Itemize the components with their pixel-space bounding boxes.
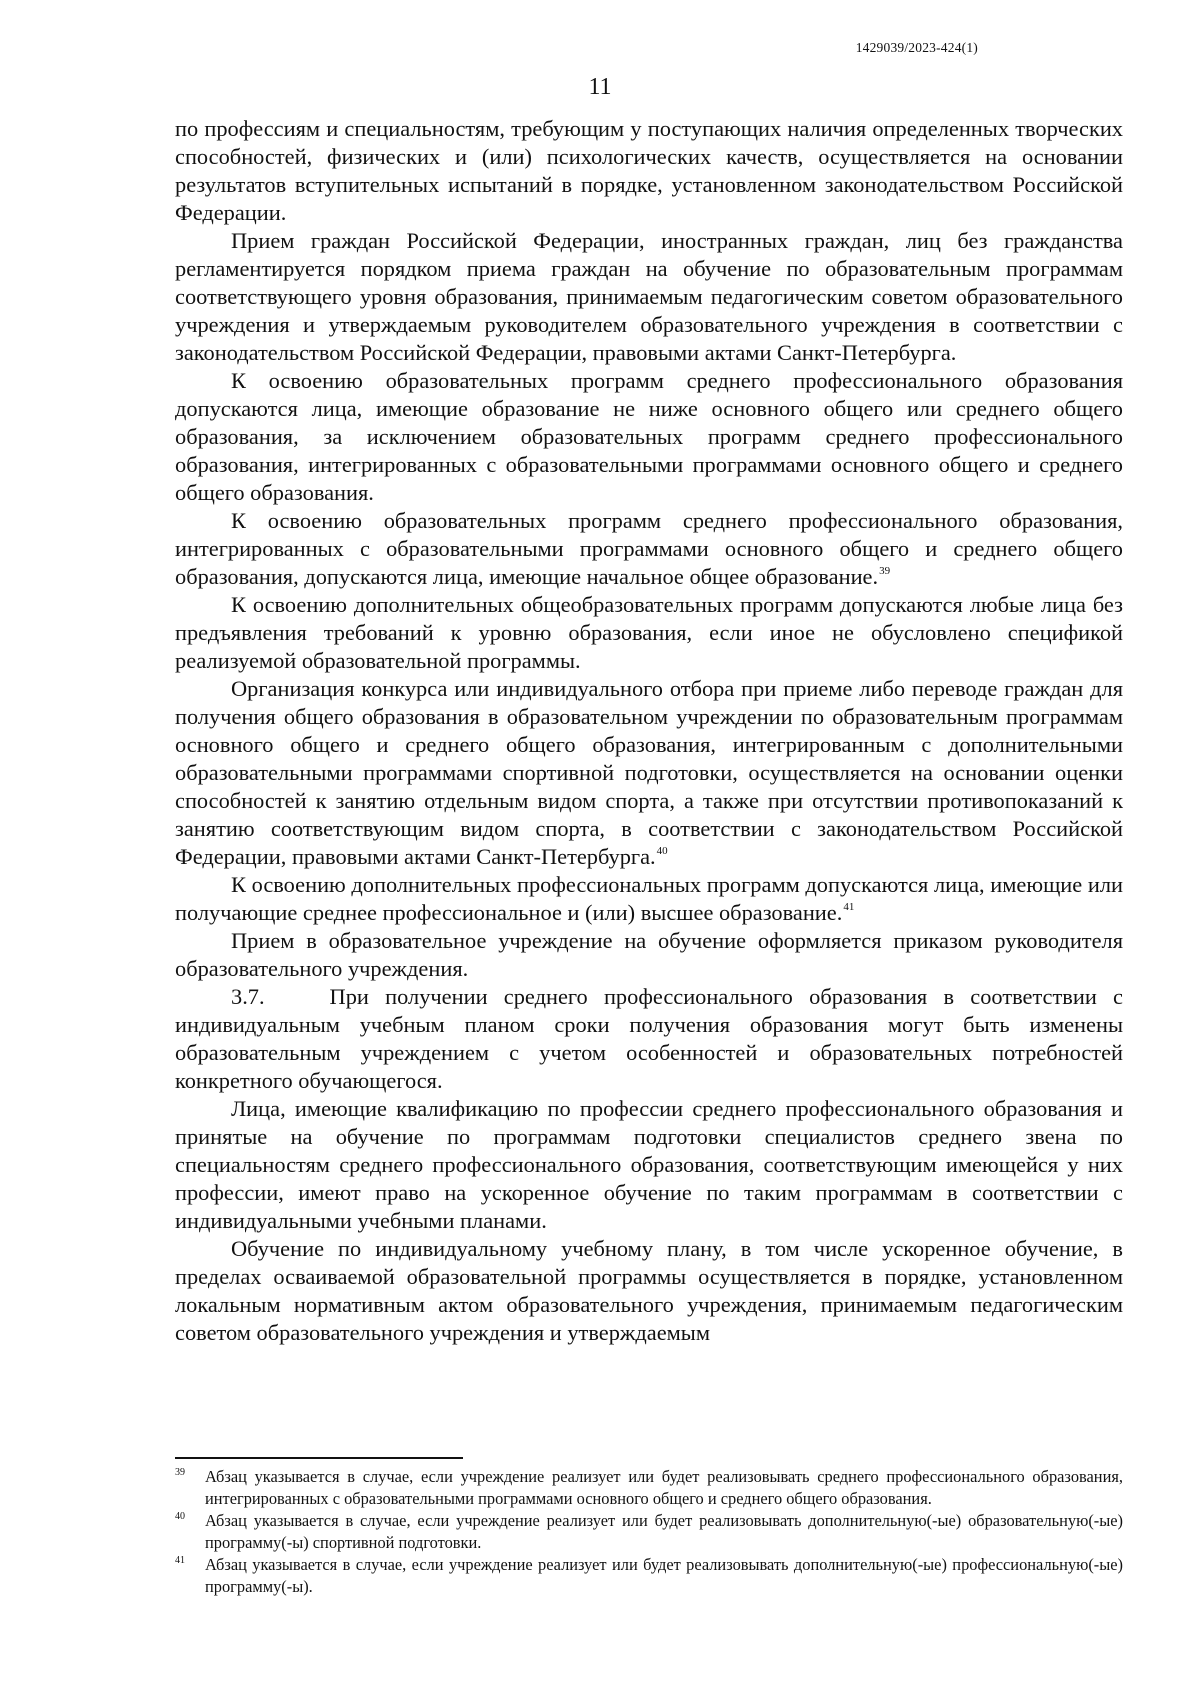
- footnote-ref[interactable]: 40: [656, 845, 668, 857]
- paragraph: Обучение по индивидуальному учебному плану, в том числе ускоренное обучение, в пределах осваиваемой образовательной программы осуществляется в порядке, установленном локальным нормативным актом образовательного учреждения, принимаемым педагогическим советом образовательного учреждения и утверждаемым: [175, 1236, 1123, 1345]
- footnote: [175, 1466, 1123, 1510]
- paragraph: К освоению образовательных программ среднего профессионального образования, интегрированных с образовательными программами основного общего и среднего общего образования, допускаются лица, имеющие начальное общее образование.$^{39}$: [175, 508, 1123, 589]
- document-id: 1429039/2023-424(1): [855, 40, 978, 55]
- paragraph: Прием в образовательное учреждение на обучение оформляется приказом руководителя образовательного учреждения.: [175, 928, 1123, 981]
- paragraph: К освоению образовательных программ среднего профессионального образования допускаются лица, имеющие образование не ниже основного общего или среднего общего образования, за исключением образовательных программ среднего профессионального образования, интегрированных с образовательными программами основного общего и среднего общего образования.: [175, 368, 1123, 505]
- footnote: [175, 1510, 1123, 1554]
- footnote-number: 41: [175, 1555, 185, 1566]
- page-number: 11: [588, 74, 612, 100]
- paragraph: Организация конкурса или индивидуального отбора при приеме либо переводе граждан для получения общего образования в образовательном учреждении по образовательным программам основного общего и среднего общего образования, интегрированным с дополнительными образовательными программами спортивной подготовки, осуществляется на основании оценки способностей к занятию отдельным видом спорта, а также при отсутствии противопоказаний к занятию соответствующим видом спорта, в соответствии с законодательством Российской Федерации, правовыми актами Санкт-Петербурга.$^{40}$: [175, 676, 1123, 869]
- footnote-ref[interactable]: 41: [843, 901, 855, 913]
- paragraph: Лица, имеющие квалификацию по профессии среднего профессионального образования и принятые на обучение по программам подготовки специалистов среднего звена по специальностям среднего профессионального образования, соответствующим имеющейся у них профессии, имеют право на ускоренное обучение по таким программам в соответствии с индивидуальными учебными планами.: [175, 1096, 1123, 1233]
- paragraph: К освоению дополнительных общеобразовательных программ допускаются любые лица без предъявления требований к уровню образования, если иное не обусловлено спецификой реализуемой образовательной программы.: [175, 592, 1123, 673]
- footnote-text: Абзац указывается в случае, если учреждение реализует или будет реализовывать среднего профессионального образования, интегрированных с образовательными программами основного общего и среднего общего образования.: [205, 1467, 1123, 1508]
- footnote-text: Абзац указывается в случае, если учреждение реализует или будет реализовывать дополнительную(-ые) профессиональную(-ые) программу(-ы).: [205, 1555, 1123, 1596]
- footnotes: [175, 1466, 1123, 1598]
- footnote-separator: [175, 1457, 463, 1459]
- paragraph: 3.7. При получении среднего профессионального образования в соответствии с индивидуальным учебным планом сроки получения образования могут быть изменены образовательным учреждением с учетом особенностей и образовательных потребностей конкретного обучающегося.: [175, 984, 1129, 1093]
- paragraph: К освоению дополнительных профессиональных программ допускаются лица, имеющие или получающие среднее профессиональное и (или) высшее образование.$^{41}$: [175, 872, 1123, 925]
- paragraph: по профессиям и специальностям, требующим у поступающих наличия определенных творческих способностей, физических и (или) психологических качеств, осуществляется на основании результатов вступительных испытаний в порядке, установленном законодательством Российской Федерации.: [175, 116, 1123, 225]
- footnote-number: 40: [175, 1511, 185, 1522]
- footnote-number: 39: [175, 1467, 185, 1478]
- document-body: [175, 115, 1129, 1347]
- footnote-text: Абзац указывается в случае, если учреждение реализует или будет реализовывать дополнительную(-ые) образовательную(-ые) программу(-ы) спортивной подготовки.: [205, 1511, 1123, 1552]
- footnote: [175, 1554, 1123, 1598]
- paragraph: Прием граждан Российской Федерации, иностранных граждан, лиц без гражданства регламентируется порядком приема граждан на обучение по образовательным программам соответствующего уровня образования, принимаемым педагогическим советом образовательного учреждения и утверждаемым руководителем образовательного учреждения в соответствии с законодательством Российской Федерации, правовыми актами Санкт-Петербурга.: [175, 228, 1123, 365]
- footnote-ref[interactable]: 39: [879, 565, 891, 577]
